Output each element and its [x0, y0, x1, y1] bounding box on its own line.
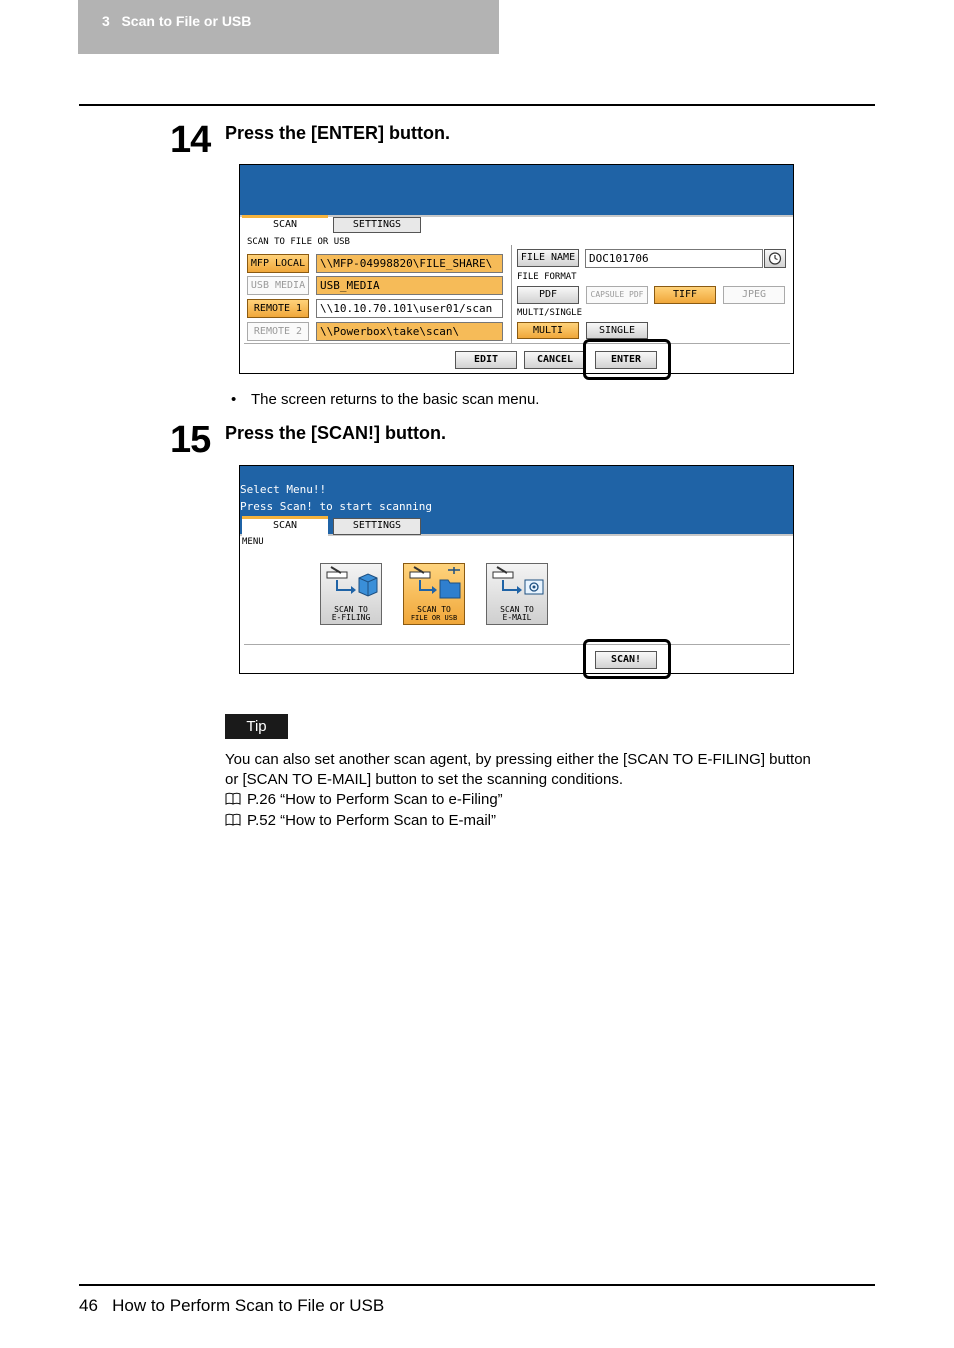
- multi-single-label: MULTI/SINGLE: [517, 308, 583, 318]
- remote-1-button[interactable]: REMOTE 1: [247, 299, 309, 318]
- screen-message-area: [240, 165, 793, 215]
- step-14-number: 14: [170, 119, 211, 161]
- icon-label-line1: SCAN TO: [417, 605, 451, 614]
- cancel-button[interactable]: CANCEL: [524, 351, 586, 369]
- tab-scan[interactable]: SCAN: [242, 215, 328, 233]
- scan-callout: [583, 639, 671, 679]
- mfp-local-path: \\MFP-04998820\FILE_SHARE\: [316, 254, 503, 273]
- tab-settings[interactable]: SETTINGS: [333, 217, 421, 233]
- message-line-2: Press Scan! to start scanning: [240, 500, 433, 513]
- tip-ref-1[interactable]: [225, 790, 503, 810]
- mfp-local-button[interactable]: MFP LOCAL: [247, 254, 309, 273]
- capsule-pdf-button[interactable]: CAPSULE PDF: [586, 286, 648, 304]
- tip-ref-2[interactable]: [225, 811, 496, 831]
- book-icon: [225, 792, 241, 805]
- icon-label-line2: E-FILING: [331, 613, 371, 622]
- tip-ref-2-text: P.52 “How to Perform Scan to E-mail”: [247, 812, 496, 829]
- book-icon: [225, 813, 241, 826]
- step-14-bullet-marker: •: [231, 391, 237, 408]
- tip-line-1: You can also set another scan agent, by pressing either the [SCAN TO E-FILING] button: [225, 751, 811, 768]
- page-number: 46: [79, 1296, 98, 1315]
- jpeg-button[interactable]: JPEG: [723, 286, 785, 304]
- usb-media-button[interactable]: USB MEDIA: [247, 276, 309, 295]
- vertical-divider: [511, 245, 512, 343]
- scan-menu-screen: [239, 465, 794, 674]
- chapter-number: 3: [102, 13, 110, 29]
- single-button[interactable]: SINGLE: [586, 322, 648, 339]
- enter-button[interactable]: ENTER: [595, 351, 657, 369]
- step-15-number: 15: [170, 419, 211, 461]
- step-14-title: Press the [ENTER] button.: [225, 123, 451, 143]
- tiff-button[interactable]: TIFF: [654, 286, 716, 304]
- section-label: SCAN TO FILE OR USB: [247, 237, 350, 247]
- scan-to-email-button[interactable]: [486, 563, 548, 625]
- clock-icon: [765, 250, 785, 267]
- usb-media-path: USB_MEDIA: [316, 276, 503, 295]
- scan-to-file-or-usb-button[interactable]: [403, 563, 465, 625]
- scanner-to-box-icon: [321, 564, 381, 604]
- clock-icon-button[interactable]: [764, 249, 786, 268]
- message-line-1: Select Menu!!: [240, 483, 327, 496]
- remote-2-path: \\Powerbox\take\scan\: [316, 322, 503, 341]
- scanner-to-email-icon: [487, 564, 547, 604]
- enter-callout: [583, 339, 671, 380]
- file-name-field[interactable]: DOC101706: [585, 249, 763, 268]
- scan-to-efiling-button[interactable]: [320, 563, 382, 625]
- bottom-rule: [79, 1284, 875, 1286]
- icon-label-line2: FILE OR USB: [410, 614, 458, 622]
- tip-ref-1-text: P.26 “How to Perform Scan to e-Filing”: [247, 791, 503, 808]
- tab-settings[interactable]: SETTINGS: [333, 518, 421, 535]
- footer-title: How to Perform Scan to File or USB: [112, 1296, 385, 1315]
- chapter-title: Scan to File or USB: [121, 13, 252, 29]
- pdf-button[interactable]: PDF: [517, 286, 579, 304]
- icon-label-line1: SCAN TO: [334, 605, 368, 614]
- menu-label: MENU: [242, 537, 264, 547]
- top-rule: [79, 104, 875, 106]
- tip-badge: Tip: [225, 714, 288, 739]
- tab-scan[interactable]: SCAN: [242, 516, 328, 536]
- tip-line-2: or [SCAN TO E-MAIL] button to set the scanning conditions.: [225, 771, 623, 788]
- edit-button[interactable]: EDIT: [455, 351, 517, 369]
- step-14-bullet: The screen returns to the basic scan menu.: [251, 391, 540, 408]
- chapter-header: [102, 13, 251, 29]
- page-footer: [79, 1296, 384, 1316]
- icon-label-line1: SCAN TO: [500, 605, 534, 614]
- step-15-title: Press the [SCAN!] button.: [225, 423, 447, 443]
- remote-1-path: \\10.10.70.101\user01/scan: [316, 299, 503, 318]
- file-format-label: FILE FORMAT: [517, 272, 577, 282]
- icon-label-line2: E-MAIL: [502, 613, 532, 622]
- remote-2-button[interactable]: REMOTE 2: [247, 322, 309, 341]
- multi-button[interactable]: MULTI: [517, 322, 579, 339]
- scan-button[interactable]: SCAN!: [595, 651, 657, 669]
- file-name-button[interactable]: FILE NAME: [517, 249, 579, 267]
- scan-to-file-screen: [239, 164, 794, 374]
- scanner-to-folder-icon: [404, 564, 464, 604]
